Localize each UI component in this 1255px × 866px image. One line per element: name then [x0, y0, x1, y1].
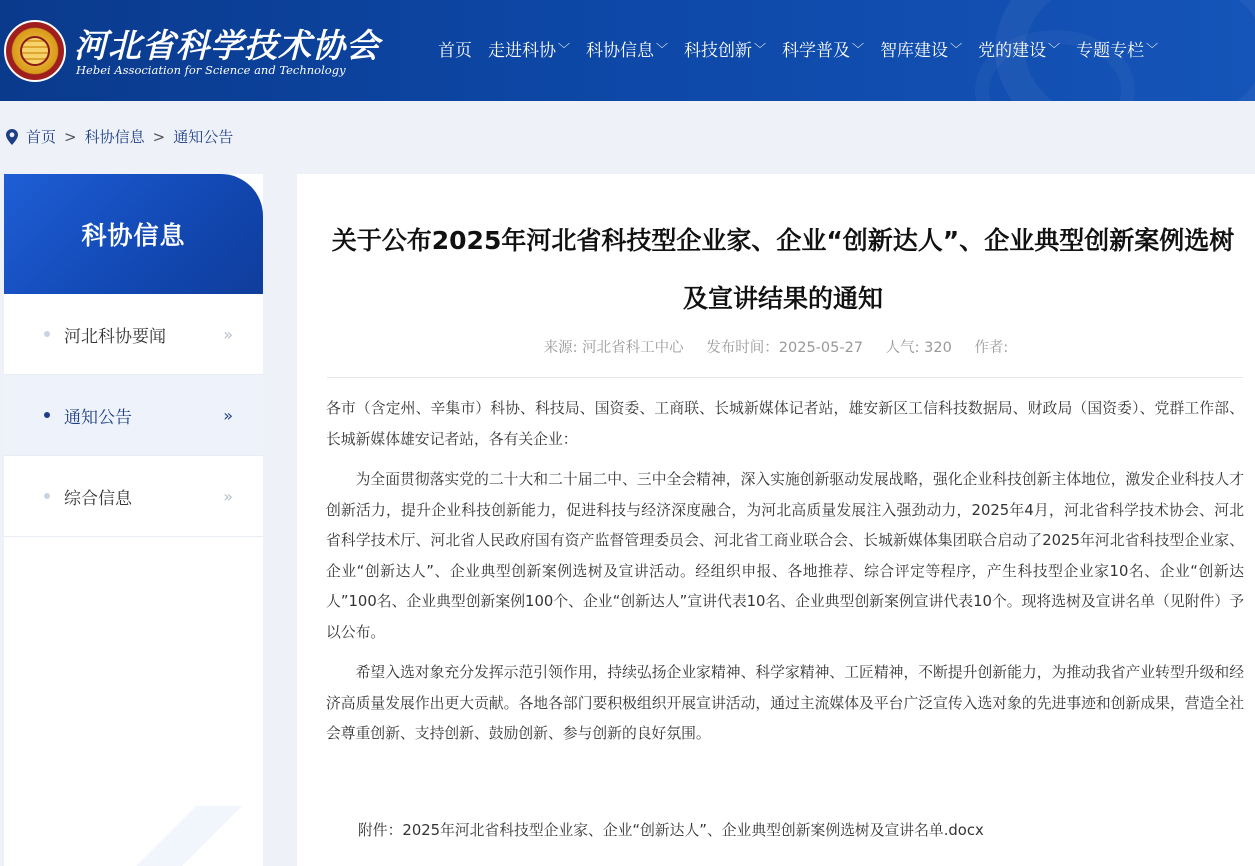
chevron-down-icon: ﹀ [656, 41, 669, 56]
divider [327, 377, 1243, 378]
breadcrumb-home[interactable]: 首页 [26, 128, 57, 146]
sidebar-item-label: 综合信息 [64, 488, 132, 509]
double-chevron-right-icon: » [223, 405, 233, 425]
nav-item-popularization[interactable]: 科学普及 ﹀ [782, 40, 865, 61]
sidebar-decoration [104, 806, 263, 866]
chevron-down-icon: ﹀ [754, 41, 767, 56]
sidebar-item-notices[interactable] [4, 375, 263, 456]
article-body [326, 394, 1244, 760]
sidebar [4, 174, 263, 866]
sidebar-item-label: 河北科协要闻 [64, 326, 166, 347]
article-paragraph: 各市（含定州、辛集市）科协、科技局、国资委、工商联、长城新媒体记者站，雄安新区工信科技数据局、财政局（国资委）、党群工作部、长城新媒体雄安记者站，各有关企业： [326, 400, 1244, 448]
article-panel [297, 174, 1255, 866]
article-views: 人气: 320 [885, 340, 952, 356]
chevron-down-icon: ﹀ [852, 41, 865, 56]
bullet-icon [44, 331, 50, 337]
sidebar-item-news[interactable] [4, 294, 263, 375]
breadcrumb-current[interactable]: 通知公告 [173, 128, 234, 146]
location-pin-icon [6, 129, 18, 145]
article-paragraph: 为全面贯彻落实党的二十大和二十届二中、三中全会精神，深入实施创新驱动发展战略，强化企业科技创新主体地位，激发企业科技人才创新活力，提升企业科技创新能力，促进科技与经济深度融合，为河北高质量发展注入强劲动力，2025年4月，河北省科学技术协会、河北省科学技术厅、河北省人民政府国有资产监督管理委员会、河北省工商业联合会、长城新媒体集团联合启动了2025年河北省科技型企业家、企业“创新达人”、企业典型创新案例选树及宣讲活动。经组织申报、各地推荐、综合评定等程序，产生科技型企业家10名、企业“创新达人”100名、企业典型创新案例100个、企业“创新达人”宣讲代表10名、企业典型创新案例宣讲代表10个。现将选树及宣讲名单（见附件）予以公布。 [326, 471, 1244, 641]
brand-name-en: Hebei Association for Science and Technology [76, 63, 346, 77]
article-source: 来源: 河北省科工中心 [543, 340, 684, 356]
double-chevron-right-icon: » [223, 324, 233, 344]
nav-item-special[interactable]: 专题专栏 ﹀ [1076, 40, 1159, 61]
brand-name-cn[interactable]: 河北省科学技术协会 [74, 26, 380, 65]
article-title: 关于公布2025年河北省科技型企业家、企业“创新达人”、企业典型创新案例选树及宣讲结果的通知 [331, 226, 1235, 313]
attachment-link[interactable]: 2025年河北省科技型企业家、企业“创新达人”、企业典型创新案例选树及宣讲名单.docx [402, 822, 984, 839]
double-chevron-right-icon: » [223, 486, 233, 506]
nav-item-about[interactable]: 走进科协 ﹀ [488, 40, 571, 61]
chevron-down-icon: ﹀ [1048, 41, 1061, 56]
breadcrumb-section[interactable]: 科协信息 [84, 128, 145, 146]
main-nav [430, 34, 1166, 62]
chevron-down-icon: ﹀ [1146, 41, 1159, 56]
article-meta [297, 336, 1255, 357]
article-author: 作者: [974, 340, 1009, 356]
attachment-label: 附件： [358, 822, 403, 839]
association-logo-icon[interactable] [4, 20, 66, 82]
nav-item-innovation[interactable]: 科技创新 ﹀ [684, 40, 767, 61]
nav-item-party[interactable]: 党的建设 ﹀ [978, 40, 1061, 61]
breadcrumb-separator: > [152, 127, 166, 146]
chevron-down-icon: ﹀ [950, 41, 963, 56]
bullet-icon [44, 493, 50, 499]
nav-item-info[interactable]: 科协信息 ﹀ [586, 40, 669, 61]
site-header [0, 0, 1255, 101]
breadcrumb-separator: > [64, 127, 77, 146]
bullet-icon [44, 412, 50, 418]
nav-item-home[interactable]: 首页 [438, 40, 472, 61]
attachment-line [358, 819, 984, 840]
chevron-down-icon: ﹀ [558, 41, 571, 56]
sidebar-title: 科协信息 [4, 174, 263, 294]
article-paragraph: 希望入选对象充分发挥示范引领作用，持续弘扬企业家精神、科学家精神、工匠精神，不断提升创新能力，为推动我省产业转型升级和经济高质量发展作出更大贡献。各地各部门要积极组织开展宣讲活动，通过主流媒体及平台广泛宣传入选对象的先进事迹和创新成果，营造全社会尊重创新、支持创新、鼓励创新、参与创新的良好氛围。 [326, 664, 1244, 742]
nav-item-thinktank[interactable]: 智库建设 ﹀ [880, 40, 963, 61]
sidebar-item-label: 通知公告 [64, 407, 132, 428]
breadcrumb [6, 126, 233, 147]
sidebar-item-general[interactable] [4, 456, 263, 537]
article-date: 发布时间：2025-05-27 [706, 340, 864, 356]
